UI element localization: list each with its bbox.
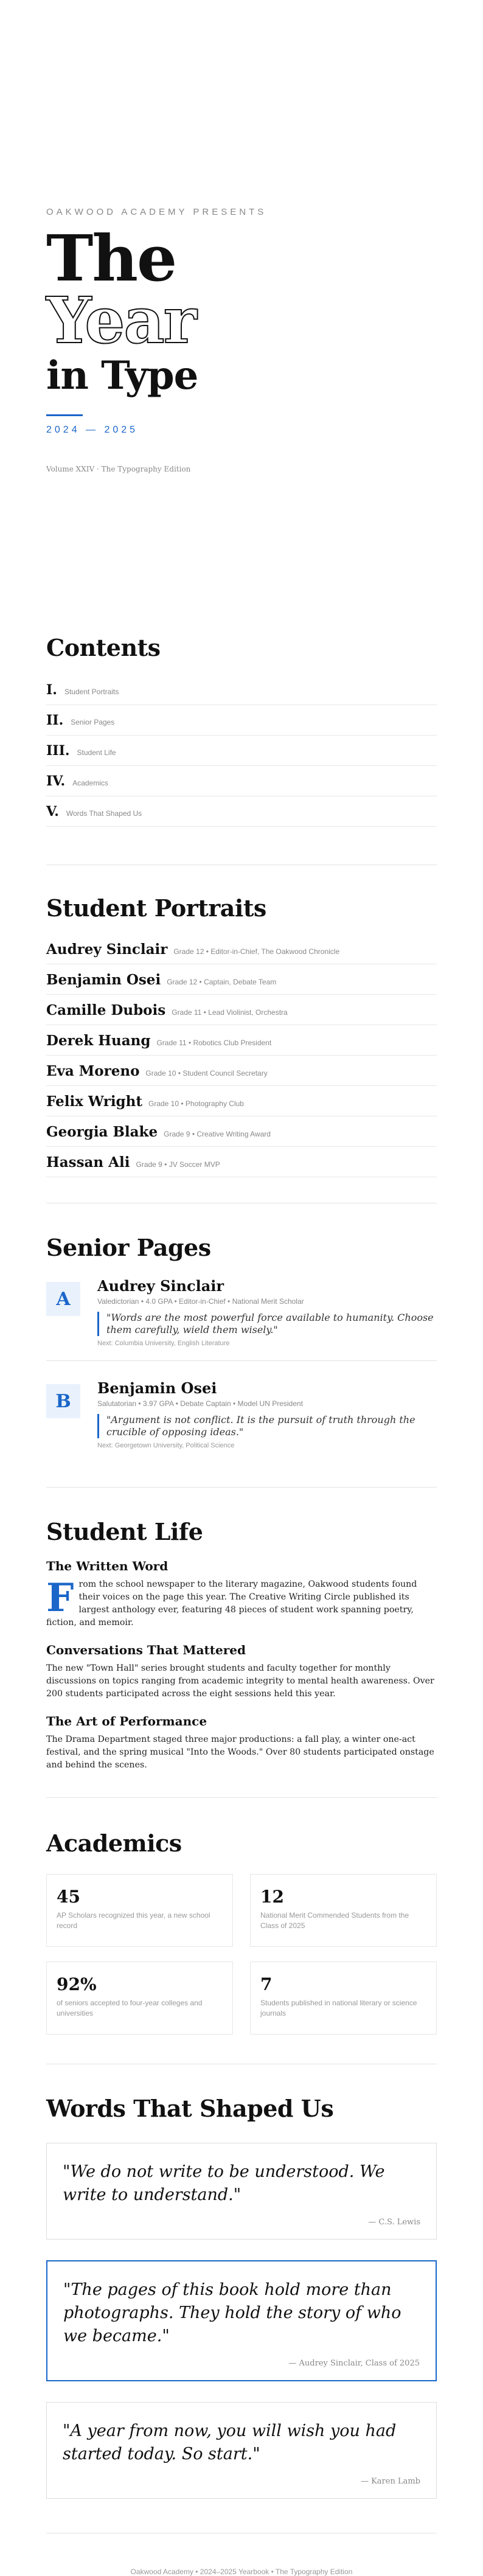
toc-item[interactable] [46, 705, 437, 736]
student-meta: Grade 12 • Editor-in-Chief, The Oakwood Chronicle [173, 947, 340, 956]
toc-number: V. [46, 804, 59, 820]
academics-section [46, 1797, 437, 2035]
senior-name: Benjamin Osei [97, 1379, 217, 1397]
portrait-row [46, 1025, 437, 1056]
stat-number: 7 [260, 1974, 273, 1994]
student-meta: Grade 11 • Robotics Club President [156, 1039, 272, 1047]
student-meta: Grade 12 • Captain, Debate Team [167, 978, 277, 986]
student-name: Georgia Blake [46, 1124, 158, 1140]
student-meta: Grade 9 • Creative Writing Award [164, 1130, 271, 1138]
hero-accent-bar [46, 414, 83, 416]
stat-label: National Merit Commended Students from the Class of 2025 [260, 1911, 409, 1930]
quote-text: "A year from now, you will wish you had started today. So start." [63, 2421, 397, 2463]
senior-quote: "Words are the most powerful force available to humanity. Choose them carefully, wield them wisely." [97, 1312, 437, 1336]
quote-text: "We do not write to be understood. We write to understand." [63, 2162, 385, 2204]
quote-attribution: — Audrey Sinclair, Class of 2025 [288, 2359, 420, 2368]
senior-next: Next: Columbia University, English Literature [97, 1340, 230, 1347]
portrait-row [46, 934, 437, 964]
toc-label: Student Life [77, 748, 116, 757]
toc-item[interactable] [46, 766, 437, 796]
student-meta: Grade 9 • JV Soccer MVP [136, 1160, 220, 1169]
life-subheading: The Art of Performance [46, 1714, 207, 1728]
stat-grid [46, 1874, 437, 2035]
toc-number: IV. [46, 773, 66, 789]
life-subheading: Conversations That Mattered [46, 1643, 246, 1657]
portrait-row [46, 1147, 437, 1177]
words-title: Words That Shaped Us [46, 2095, 334, 2122]
contents-title: Contents [46, 634, 161, 661]
stat-label: of seniors accepted to four-year colleges and universities [57, 1999, 203, 2017]
life-paragraph [46, 1575, 437, 1629]
toc-label: Words That Shaped Us [66, 809, 142, 818]
stat-label: Students published in national literary or science journals [260, 1999, 417, 2017]
senior-details [97, 1277, 437, 1347]
student-meta: Grade 10 • Student Council Secretary [145, 1069, 268, 1077]
toc-number: I. [46, 682, 57, 698]
toc-label: Senior Pages [71, 718, 115, 726]
student-meta: Grade 10 • Photography Club [148, 1099, 244, 1108]
senior-meta: Valedictorian • 4.0 GPA • Editor-in-Chief • National Merit Scholar [97, 1297, 304, 1306]
page-footer [46, 2533, 437, 2576]
hero-eyebrow: OAKWOOD ACADEMY PRESENTS [46, 207, 267, 217]
student-name: Felix Wright [46, 1093, 142, 1110]
words-section [46, 2064, 437, 2499]
student-meta: Grade 11 • Lead Violinist, Orchestra [172, 1008, 288, 1017]
toc-list [46, 675, 437, 827]
stat-card [46, 1962, 233, 2035]
stat-card [250, 1962, 437, 2035]
student-name: Eva Moreno [46, 1063, 140, 1079]
senior-monogram: A [46, 1282, 80, 1316]
hero-title-in-type: in Type [46, 353, 198, 399]
senior-meta: Salutatorian • 3.97 GPA • Debate Captain • Model UN President [97, 1399, 303, 1408]
quote-card [46, 2143, 437, 2240]
life-subheading: The Written Word [46, 1559, 169, 1573]
drop-cap: F [46, 1575, 74, 1621]
seniors-title: Senior Pages [46, 1234, 211, 1261]
stat-card [250, 1874, 437, 1947]
student-name: Derek Huang [46, 1032, 151, 1049]
student-life-title: Student Life [46, 1518, 203, 1545]
senior-name: Audrey Sinclair [97, 1277, 224, 1295]
senior-quote: "Argument is not conflict. It is the pursuit of truth through the crucible of opposing ideas." [97, 1414, 437, 1438]
hero-title-the: The [46, 221, 176, 296]
portraits-title: Student Portraits [46, 894, 266, 922]
life-paragraph-text: rom the school newspaper to the literary magazine, Oakwood students found their voices on the page this year. The Creative Writing Circle published its largest anthology ever, featuring 48 pieces of student work spanning poetry, fiction, and memoir. [46, 1579, 417, 1627]
toc-item[interactable] [46, 736, 437, 766]
life-paragraph: The Drama Department staged three major productions: a fall play, a winter one-act festival, and the spring musical "Into the Woods." Over 80 students participated onstage and behind the scenes. [46, 1735, 434, 1770]
quote-attribution: — Karen Lamb [360, 2477, 420, 2486]
portrait-row [46, 995, 437, 1025]
quote-card [46, 2402, 437, 2499]
student-name: Camille Dubois [46, 1002, 166, 1018]
toc-label: Student Portraits [64, 688, 119, 696]
stat-number: 92% [57, 1974, 97, 1994]
senior-details [97, 1379, 437, 1449]
portrait-row [46, 1056, 437, 1086]
stat-number: 12 [260, 1887, 284, 1907]
senior-card [46, 1360, 437, 1463]
academics-title: Academics [46, 1829, 182, 1857]
quote-card-featured [46, 2260, 437, 2381]
senior-monogram: B [46, 1384, 80, 1418]
toc-label: Academics [72, 779, 108, 787]
toc-number: II. [46, 712, 64, 728]
toc-number: III. [46, 743, 70, 759]
stat-card [46, 1874, 233, 1947]
quote-text: "The pages of this book hold more than photographs. They hold the story of who we became." [63, 2280, 401, 2345]
contents-section [46, 473, 437, 827]
portrait-row [46, 1086, 437, 1116]
hero-years: 2024 — 2025 [46, 425, 139, 435]
quote-attribution: — C.S. Lewis [368, 2218, 420, 2227]
portrait-row [46, 1116, 437, 1147]
senior-card [46, 1277, 437, 1360]
senior-next: Next: Georgetown University, Political Science [97, 1442, 235, 1449]
life-paragraph: The new "Town Hall" series brought students and faculty together for monthly discussions on topics ranging from academic integrity to mental health awareness. Over 200 students participated across the eight sessions held this year. [46, 1663, 434, 1699]
stat-number: 45 [57, 1887, 80, 1907]
footer-text: Oakwood Academy • 2024–2025 Yearbook • The Typography Edition [130, 2567, 353, 2576]
toc-item[interactable] [46, 796, 437, 827]
portraits-section [46, 865, 437, 1177]
seniors-section [46, 1203, 437, 1463]
hero-volume: Volume XXIV · The Typography Edition [46, 465, 191, 473]
portrait-list [46, 934, 437, 1177]
toc-item[interactable] [46, 675, 437, 705]
student-life-section [46, 1487, 437, 1772]
hero-section [46, 0, 437, 473]
student-name: Hassan Ali [46, 1154, 130, 1171]
portrait-row [46, 964, 437, 995]
student-name: Audrey Sinclair [46, 941, 168, 958]
student-name: Benjamin Osei [46, 972, 161, 988]
stat-label: AP Scholars recognized this year, a new school record [57, 1911, 210, 1930]
hero-title-year: Year [46, 283, 196, 358]
